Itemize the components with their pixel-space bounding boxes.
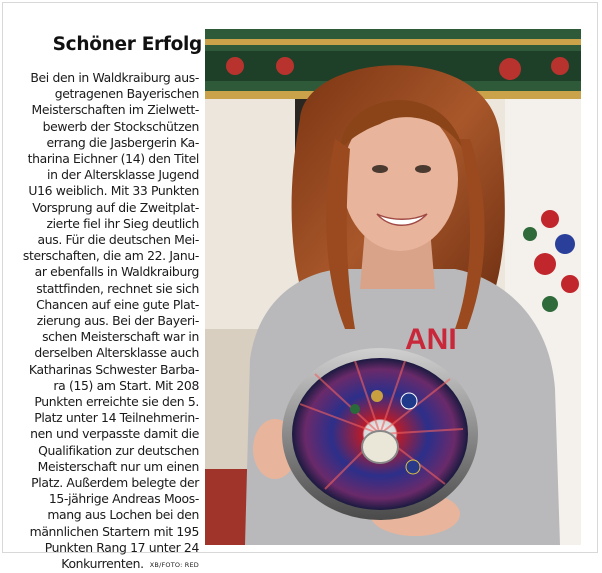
article-line: 15-jährige Andreas Moos- — [48, 491, 199, 507]
article-line: ar ebenfalls in Waldkraiburg — [34, 264, 199, 280]
article-line: nen und verpasste damit die — [30, 426, 199, 442]
article-line: Bei den in Waldkraiburg aus- — [30, 70, 199, 85]
article-line: Konkurrenten. XB/FOTO: RED — [61, 556, 199, 572]
article-line: Vorsprung auf die Zweitplat- — [32, 199, 199, 215]
article-line: derselben Altersklasse auch — [34, 345, 199, 361]
article-line: Chancen auf eine gute Plat- — [36, 296, 199, 312]
article-line: sterschaften, die am 22. Janu- — [22, 248, 199, 264]
article-line: aus. Für die deutschen Mei- — [37, 232, 199, 248]
article-line: Katharinas Schwester Barba- — [28, 361, 199, 377]
article-line: getragenen Bayerischen — [54, 86, 199, 102]
article-line: zierte fiel ihr Sieg deutlich — [46, 215, 199, 231]
article-line: stattfinden, rechnet sie sich — [36, 280, 199, 296]
article-photo — [205, 29, 581, 545]
article-line: schen Meisterschaft war in — [42, 329, 199, 345]
article-headline: Schöner Erfolg — [52, 34, 202, 55]
article-line: errang die Jasbergerin Ka- — [46, 134, 199, 150]
article-line: in der Altersklasse Jugend — [46, 167, 199, 183]
trophy-disc — [282, 348, 478, 520]
article-line: zierung aus. Bei der Bayeri- — [36, 313, 199, 329]
article-line: bewerb der Stockschützen — [42, 118, 199, 134]
article-line: Platz unter 14 Teilnehmerin- — [34, 410, 199, 426]
article-line: U16 weiblich. Mit 33 Punkten — [28, 183, 199, 199]
article-line: Punkten Rang 17 unter 24 — [44, 539, 199, 555]
shirt-print: ANI — [405, 323, 457, 356]
article-line: männlichen Startern mit 195 — [29, 523, 199, 539]
article-line: mang aus Lochen bei den — [47, 507, 199, 523]
article-body — [7, 70, 199, 573]
article-line: tharina Eichner (14) den Titel — [27, 151, 199, 167]
article-line: Qualifikation zur deutschen — [38, 442, 199, 458]
article-line: Platz. Außerdem belegte der — [31, 475, 199, 491]
article-line: Punkten erreichte sie den 5. — [34, 394, 199, 410]
article-line: ra (15) am Start. Mit 208 — [53, 377, 199, 393]
article-line: Meisterschaften im Zielwett- — [31, 102, 199, 118]
article-line: Meisterschaft nur um einen — [37, 458, 199, 474]
photo-credit: XB/FOTO: RED — [149, 561, 199, 570]
